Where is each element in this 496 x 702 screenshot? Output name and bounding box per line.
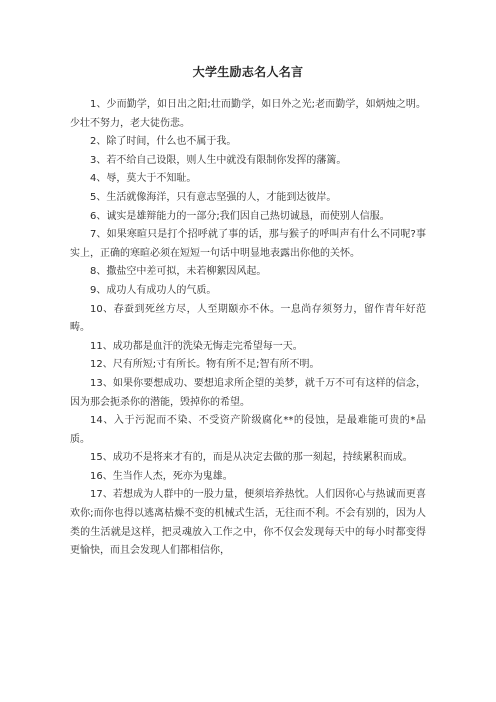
document-body: [70, 96, 426, 561]
quote-paragraph: 6、诚实是雄辩能力的一部分;我们因自己热切诚恳，而使别人信服。: [90, 210, 390, 222]
quote-paragraph: 2、除了时间，什么也不属于我。: [90, 136, 237, 148]
quote-paragraph: 12、尺有所短;寸有所长。物有所不足;智有所不明。: [90, 359, 320, 371]
quote-paragraph: 14、入于污泥而不染、不受资产阶级腐化**的侵蚀，是最难能可贵的*品质。: [70, 415, 426, 445]
quote-paragraph: 15、成功不是将来才有的，而是从决定去做的那一刻起，持续累积而成。: [90, 452, 413, 464]
quote-paragraph: 1、少而勤学，如日出之阳;壮而勤学，如日外之光;老而勤学，如炳烛之明。少壮不努力，老大徒伤悲。: [70, 99, 426, 129]
quote-paragraph: 10、春蚕到死丝方尽，人至期颐亦不休。一息尚存须努力，留作青年好范畴。: [70, 303, 426, 334]
quote-paragraph: 11、成功都是血汗的洗染无悔走完希望每一天。: [90, 340, 303, 352]
quote-paragraph: 4、辱，莫大于不知耻。: [90, 173, 197, 185]
quote-paragraph: 17、若想成为人群中的一股力量，便须培养热忱。人们因你心与热诚而更喜欢你;而你也得以逃离枯燥不变的机械式生活，无往而不利。不会有别的，因为人类的生活就是这样，把灵魂放入工作之中，你不仅会发现每天中的每小时都变得更愉快，而且会发现人们都相信你，: [70, 489, 426, 557]
quote-paragraph: 9、成功人有成功人的气质。: [90, 284, 217, 296]
document-title: 大学生励志名人名言: [192, 65, 304, 79]
quote-paragraph: 5、生活就像海洋，只有意志坚强的人，才能到达彼岸。: [90, 191, 337, 203]
quote-paragraph: 16、生当作人杰，死亦为鬼雄。: [90, 470, 233, 482]
quote-paragraph: 7、如果寒暄只是打个招呼就了事的话，那与猴子的呼叫声有什么不同呢?事实上，正确的寒暄必须在短短一句话中明显地表露出你他的关怀。: [70, 229, 426, 259]
quote-paragraph: 8、撒盐空中差可拟，未若柳絮因风起。: [90, 266, 267, 278]
quote-paragraph: 3、若不给自己设限，则人生中就没有限制你发挥的藩篱。: [90, 154, 347, 166]
quote-paragraph: 13、如果你要想成功、要想追求所企望的美梦，就千万不可有这样的信念，因为那会扼杀你的潜能，毁掉你的希望。: [70, 377, 426, 408]
